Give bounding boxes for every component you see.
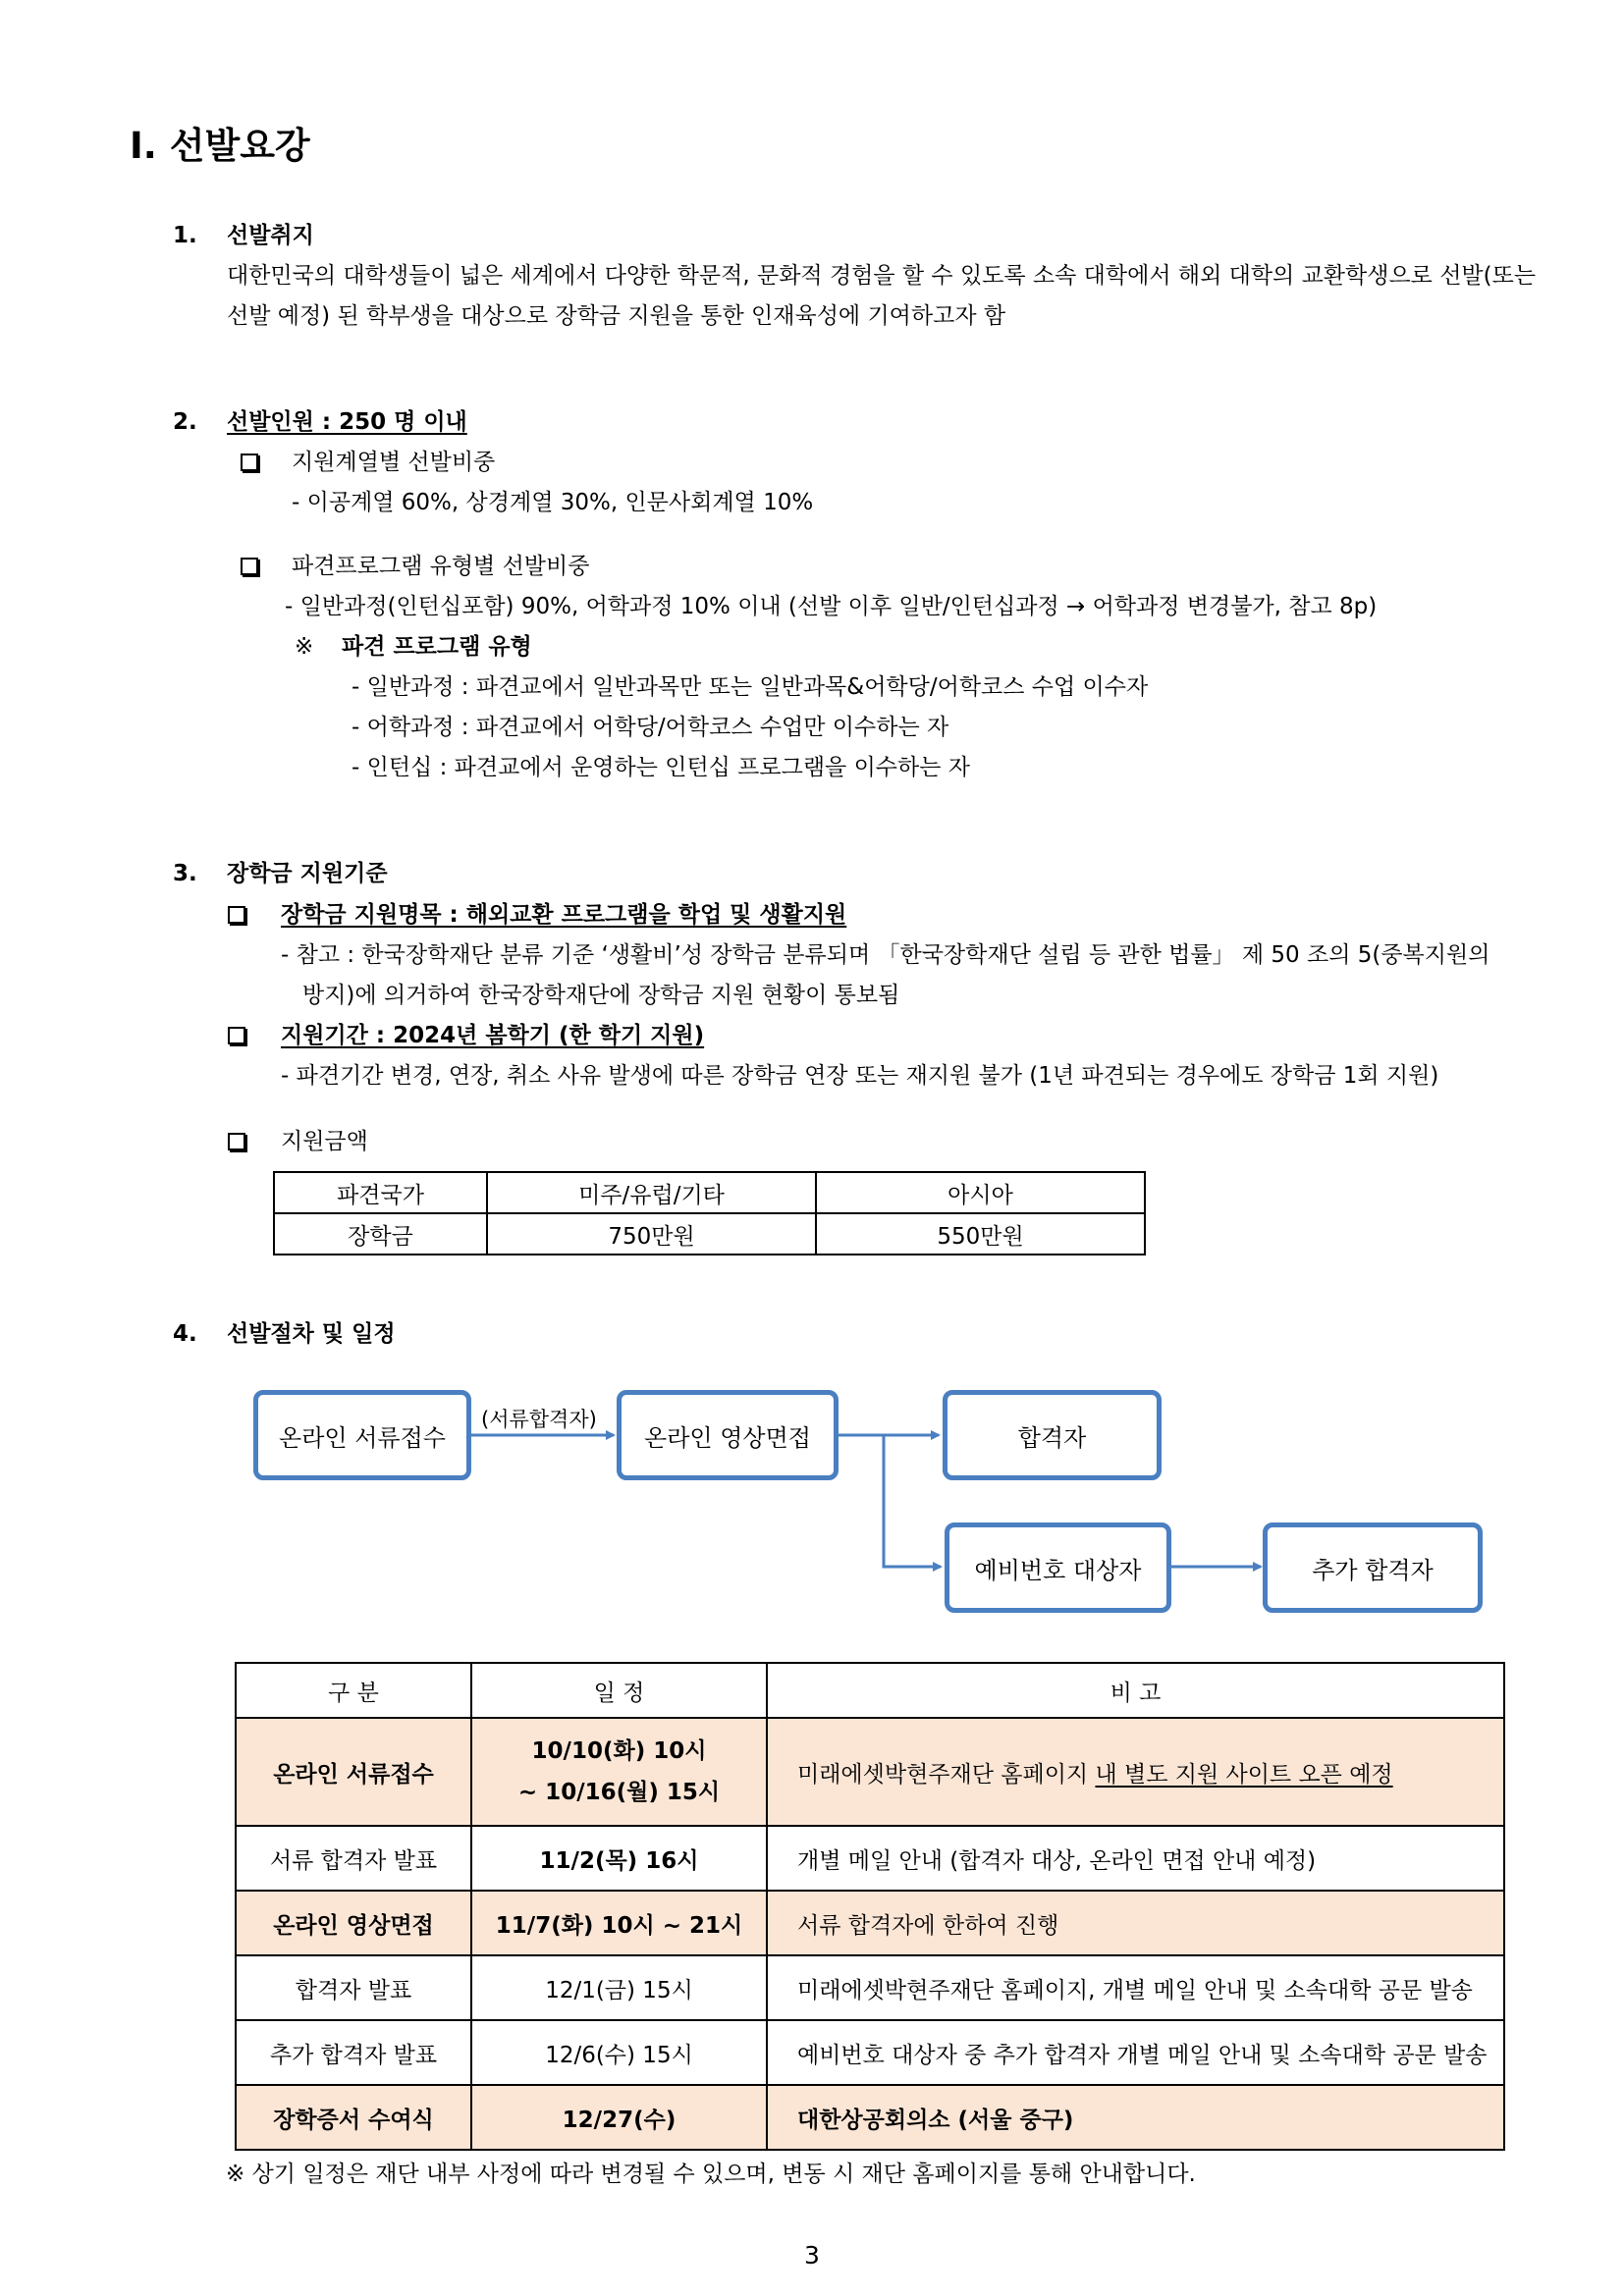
schedule-type: 온라인 영상면접 [236,1891,471,1955]
amount-header-country: 파견국가 [274,1172,487,1213]
section-2-title: 선발인원 : 250 명 이내 [227,409,467,435]
flow-step-waitlist: 예비번호 대상자 [945,1522,1171,1613]
schedule-footnote: ※ 상기 일정은 재단 내부 사정에 따라 변경될 수 있으며, 변동 시 재단 홈페이지를 통해 안내합니다. [226,2162,1196,2187]
schedule-note-text: 미래에셋박현주재단 홈페이지 [797,1761,1096,1788]
schedule-row [236,2085,1504,2150]
schedule-date-end: ~ 10/16(월) 15시 [517,1780,721,1805]
support-period: 지원기간 : 2024년 봄학기 (한 학기 지원) [281,1023,705,1048]
amount-header-americas: 미주/유럽/기타 [487,1172,816,1213]
section-2-number: 2. [173,409,197,435]
schedule-row [236,1891,1504,1955]
amount-asia-value: 550만원 [816,1213,1145,1255]
schedule-date: 12/27(수) [471,2085,767,2150]
schedule-header-date: 일 정 [471,1663,767,1718]
section-1-title: 선발취지 [227,223,314,248]
schedule-header-type: 구 분 [236,1663,471,1718]
schedule-type: 서류 합격자 발표 [236,1826,471,1891]
bullet-program-ratio: 파견프로그램 유형별 선발비중 [292,554,590,579]
schedule-row [236,1718,1504,1826]
schedule-note: 미래에셋박현주재단 홈페이지, 개별 메일 안내 및 소속대학 공문 발송 [767,1955,1504,2020]
support-amount-label: 지원금액 [281,1129,368,1154]
flow-step-passed: 합격자 [943,1390,1162,1480]
schedule-note: 개별 메일 안내 (합격자 대상, 온라인 면접 안내 예정) [767,1826,1504,1891]
section-4-number: 4. [173,1321,197,1347]
schedule-note [767,1718,1504,1826]
note-mark: ※ [295,634,314,660]
section-1-line-1: 대한민국의 대학생들이 넓은 세계에서 다양한 학문적, 문화적 경험을 할 수 있도록 소속 대학에서 해외 대학의 교환학생으로 선발(또는 [227,263,1537,289]
section-3-title: 장학금 지원기준 [227,861,388,886]
schedule-row [236,1826,1504,1891]
schedule-date: 12/1(금) 15시 [471,1955,767,2020]
schedule-type: 추가 합격자 발표 [236,2020,471,2085]
schedule-note: 예비번호 대상자 중 추가 합격자 개별 메일 안내 및 소속대학 공문 발송 [767,2020,1504,2085]
schedule-date-start: 10/10(화) 10시 [531,1738,707,1764]
program-type-general: - 일반과정 : 파견교에서 일반과목만 또는 일반과목&어학당/어학코스 수업 이수자 [352,674,1149,700]
schedule-type: 장학증서 수여식 [236,2085,471,2150]
schedule-note: 대한상공회의소 (서울 중구) [767,2085,1504,2150]
schedule-header-note: 비 고 [767,1663,1504,1718]
flow-arrow-3 [884,1435,941,1567]
scholarship-purpose: 장학금 지원명목 : 해외교환 프로그램을 학업 및 생활지원 [281,902,847,928]
schedule-type: 온라인 서류접수 [236,1718,471,1826]
bullet-field-ratio-detail: - 이공계열 60%, 상경계열 30%, 인문사회계열 10% [292,490,814,515]
section-1-number: 1. [173,223,197,248]
support-period-detail: - 파견기간 변경, 연장, 취소 사유 발생에 따른 장학금 연장 또는 재지원 불가 (1년 파견되는 경우에도 장학금 1회 지원) [281,1063,1439,1089]
page-heading: Ⅰ. 선발요강 [130,125,310,167]
flow-step-additional: 추가 합격자 [1263,1522,1483,1613]
amount-americas-value: 750만원 [487,1213,816,1255]
flow-step-document: 온라인 서류접수 [253,1390,471,1480]
section-3-number: 3. [173,861,197,886]
bullet-program-ratio-detail: - 일반과정(인턴십포함) 90%, 어학과정 10% 이내 (선발 이후 일반/인턴십과정 → 어학과정 변경불가, 참고 8p) [285,594,1378,619]
schedule-date [471,1718,767,1826]
program-type-language: - 어학과정 : 파견교에서 어학당/어학코스 수업만 이수하는 자 [352,715,949,740]
flow-arrow-label: (서류합격자) [481,1408,597,1431]
schedule-date: 12/6(수) 15시 [471,2020,767,2085]
schedule-table [235,1662,1505,2151]
schedule-note-underlined: 내 별도 지원 사이트 오픈 예정 [1095,1761,1393,1788]
amount-row-label: 장학금 [274,1213,487,1255]
schedule-type: 합격자 발표 [236,1955,471,2020]
schedule-date: 11/7(화) 10시 ~ 21시 [471,1891,767,1955]
schedule-date: 11/2(목) 16시 [471,1826,767,1891]
flow-step-interview: 온라인 영상면접 [617,1390,839,1480]
amount-header-asia: 아시아 [816,1172,1145,1213]
program-type-internship: - 인턴십 : 파견교에서 운영하는 인턴십 프로그램을 이수하는 자 [352,755,970,780]
section-1-line-2: 선발 예정) 된 학부생을 대상으로 장학금 지원을 통한 인재육성에 기여하고자 함 [227,303,1006,329]
section-4-title: 선발절차 및 일정 [227,1321,396,1347]
note-title: 파견 프로그램 유형 [342,634,532,660]
schedule-note: 서류 합격자에 한하여 진행 [767,1891,1504,1955]
scholarship-purpose-note-2: 방지)에 의거하여 한국장학재단에 장학금 지원 현황이 통보됨 [302,983,900,1008]
schedule-row [236,1955,1504,2020]
schedule-row [236,2020,1504,2085]
scholarship-purpose-note-1: - 참고 : 한국장학재단 분류 기준 ‘생활비’성 장학금 분류되며 「한국장학재단 설립 등 관한 법률」 제 50 조의 5(중복지원의 [281,942,1490,968]
bullet-field-ratio: 지원계열별 선발비중 [292,450,496,475]
schedule-header-row [236,1663,1504,1718]
page-number: 3 [804,2241,820,2269]
